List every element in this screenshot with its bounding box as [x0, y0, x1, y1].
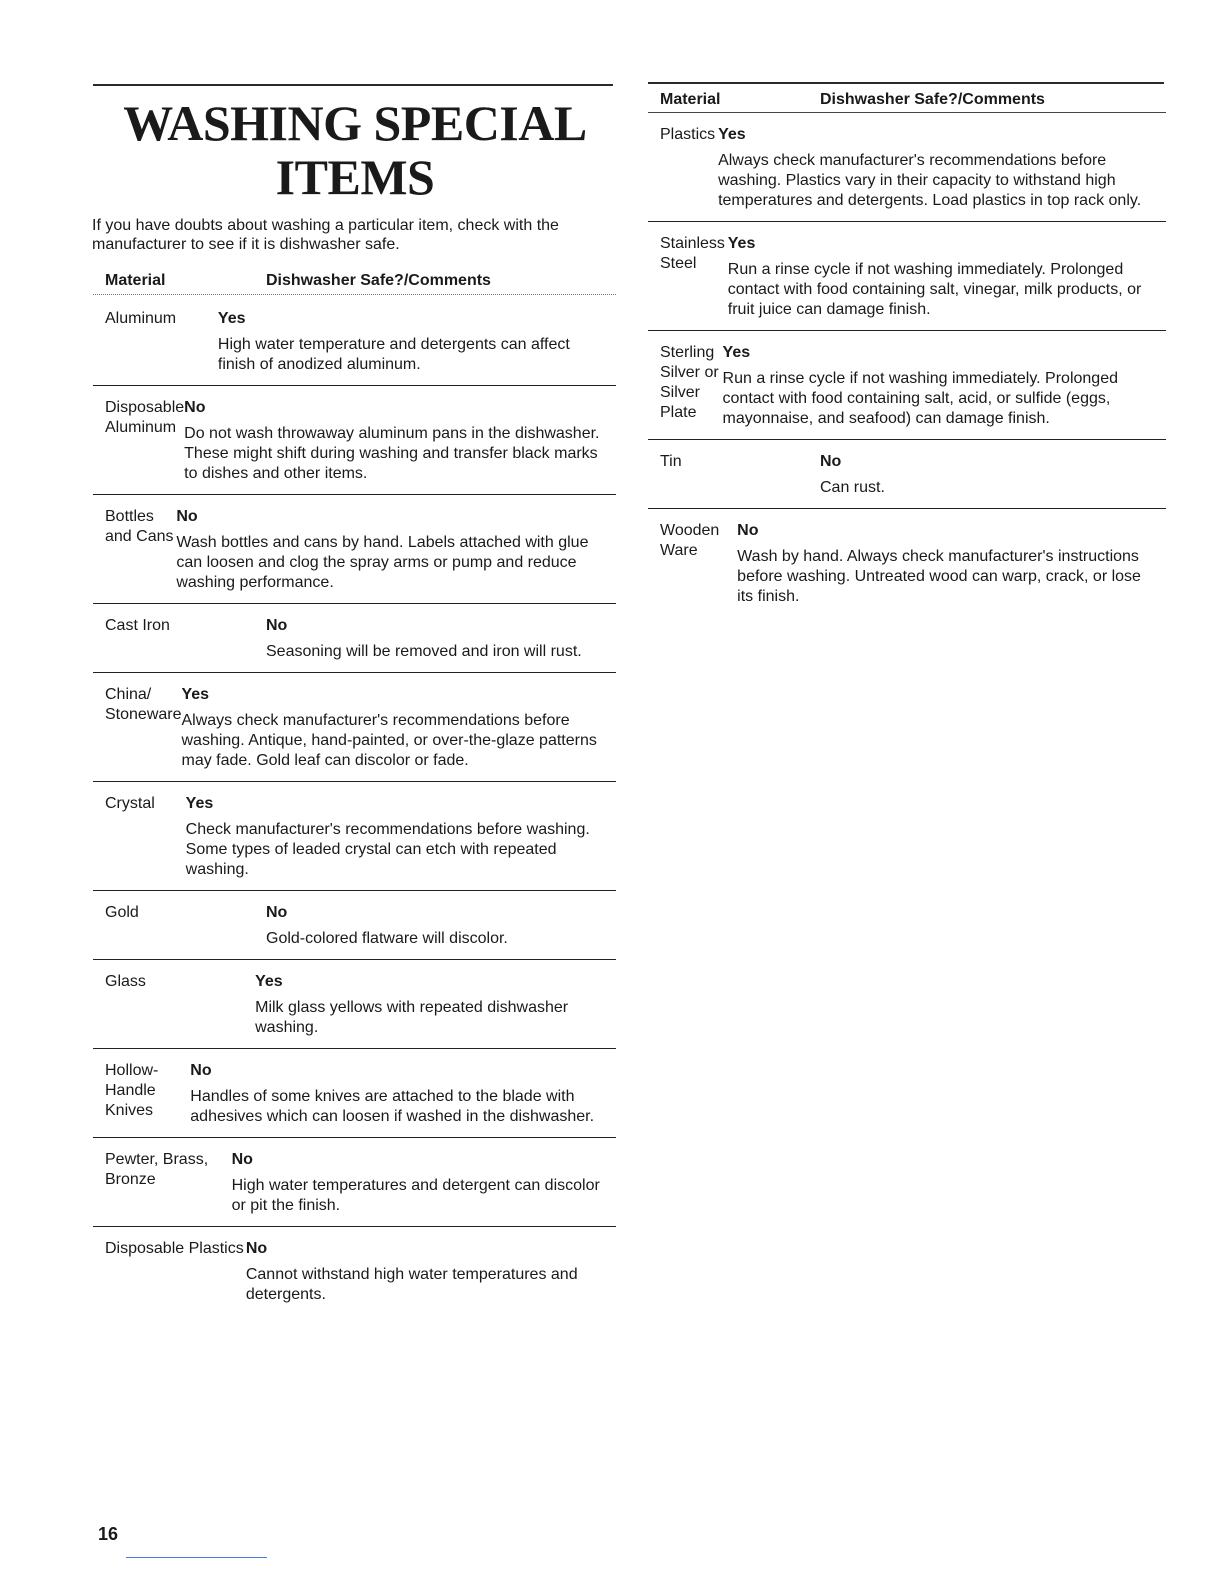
material-cell: Plastics [660, 126, 716, 143]
material-cell: Disposable Aluminum [105, 399, 185, 436]
comments-cell [737, 521, 1166, 607]
material-cell: Pewter, Brass, Bronze [105, 1151, 209, 1188]
comment-text: Wash bottles and cans by hand. Labels attached with glue can loosen and clog the spray arms or pump and reduce washing performance. [176, 534, 589, 591]
left-table-header [93, 268, 616, 295]
comment-text: Can rust. [820, 479, 885, 496]
material-cell: Glass [105, 973, 146, 990]
material-cell: Sterling Silver or Silver Plate [660, 344, 719, 421]
comments-cell [190, 1061, 616, 1127]
comment-text: Milk glass yellows with repeated dishwasher washing. [255, 999, 569, 1036]
material-cell: China/ Stoneware [105, 686, 182, 723]
table-row [93, 1146, 616, 1227]
comments-cell [718, 125, 1166, 211]
right-table [648, 88, 1166, 625]
material-cell: Wooden Ware [660, 522, 720, 559]
comment-text: Wash by hand. Always check manufacturer's instructions before washing. Untreated wood can warp, crack, or lose its finish. [737, 548, 1141, 605]
dishwasher-safe-value: No [266, 617, 288, 634]
dishwasher-safe-value: No [176, 508, 198, 525]
material-cell: Stainless Steel [660, 235, 725, 272]
comments-cell [723, 343, 1166, 429]
comments-cell [728, 234, 1166, 320]
dishwasher-safe-value: Yes [727, 235, 756, 252]
comment-text: High water temperature and detergents can affect finish of anodized aluminum. [217, 336, 570, 373]
left-table [93, 268, 616, 1323]
material-column-header: Material [105, 272, 166, 289]
dishwasher-safe-value: No [231, 1151, 253, 1168]
dishwasher-safe-value: Yes [255, 973, 283, 990]
table-row [93, 394, 616, 495]
dishwasher-safe-value: Yes [718, 126, 746, 143]
left-table-body [93, 305, 616, 1315]
material-column-header: Material [660, 91, 721, 108]
comment-text: Handles of some knives are attached to the blade with adhesives which can loosen if washed in the dishwasher. [190, 1088, 595, 1125]
material-cell: Hollow-Handle Knives [105, 1062, 159, 1119]
table-row [648, 230, 1166, 331]
comments-cell [184, 398, 616, 484]
right-table-header [648, 88, 1166, 113]
intro-paragraph: If you have doubts about washing a particular item, check with the manufacturer to see if it is dishwasher safe. [92, 217, 559, 253]
title-top-rule [93, 84, 613, 86]
table-row [93, 681, 616, 782]
table-row [93, 305, 616, 386]
comments-cell [820, 452, 1166, 498]
comment-text: Run a rinse cycle if not washing immediately. Prolonged contact with food containing salt, vinegar, milk products, or fruit juice can damage finish. [727, 261, 1142, 318]
material-cell: Aluminum [105, 310, 177, 327]
comments-cell [232, 1150, 616, 1216]
material-cell: Bottles and Cans [105, 508, 174, 545]
right-table-body [648, 121, 1166, 617]
comments-cell [176, 507, 616, 593]
comment-text: Check manufacturer's recommendations before washing. Some types of leaded crystal can etch with repeated washing. [185, 821, 590, 878]
table-row [648, 517, 1166, 617]
dishwasher-safe-value: Yes [185, 795, 214, 812]
table-row [93, 790, 616, 891]
material-cell: Cast Iron [105, 617, 170, 634]
comments-cell [181, 685, 616, 771]
comments-cell [266, 903, 616, 949]
dishwasher-safe-value: No [266, 904, 288, 921]
comment-text: Cannot withstand high water temperatures and detergents. [245, 1266, 578, 1303]
dishwasher-safe-value: No [820, 453, 842, 470]
dishwasher-safe-value: No [184, 399, 206, 416]
comments-cell [255, 972, 616, 1038]
material-cell: Tin [660, 453, 682, 470]
dishwasher-safe-value: No [737, 522, 759, 539]
comments-cell [218, 309, 616, 375]
dishwasher-safe-value: No [190, 1062, 212, 1079]
comments-column-header: Dishwasher Safe?/Comments [820, 91, 1045, 108]
material-cell: Gold [105, 904, 139, 921]
page-number: 16 [98, 1524, 119, 1544]
comments-cell [186, 794, 616, 880]
dishwasher-safe-value: No [245, 1240, 268, 1257]
table-row [93, 1057, 616, 1138]
table-row [93, 1235, 616, 1315]
comment-text: Do not wash throwaway aluminum pans in the dishwasher. These might shift during washing and transfer black marks to dishes and other items. [184, 425, 600, 482]
comment-text: Gold-colored flatware will discolor. [266, 930, 508, 947]
table-row [93, 968, 616, 1049]
table-row [648, 448, 1166, 509]
dishwasher-safe-value: Yes [217, 310, 246, 327]
material-cell: Crystal [105, 795, 155, 812]
page-title: WASHING SPECIAL ITEMS [123, 95, 587, 205]
comment-text: High water temperatures and detergent can discolor or pit the finish. [231, 1177, 600, 1214]
comments-cell [246, 1239, 616, 1305]
table-row [93, 612, 616, 673]
material-cell: Disposable Plastics [105, 1240, 244, 1257]
table-row [648, 339, 1166, 440]
comment-text: Seasoning will be removed and iron will rust. [266, 643, 582, 660]
comments-column-header: Dishwasher Safe?/Comments [266, 272, 491, 289]
comments-cell [266, 616, 616, 662]
comment-text: Run a rinse cycle if not washing immediately. Prolonged contact with food containing salt, acid, or sulfide (eggs, mayonnaise, and seafood) can damage finish. [722, 370, 1118, 427]
table-row [93, 899, 616, 960]
table-row [93, 503, 616, 604]
comment-text: Always check manufacturer's recommendations before washing. Plastics vary in their capacity to withstand high temperatures and detergents. Load plastics in top rack only. [718, 152, 1142, 209]
dishwasher-safe-value: Yes [181, 686, 210, 703]
footer-line [126, 1557, 267, 1558]
right-table-top-rule [648, 82, 1164, 84]
comment-text: Always check manufacturer's recommendations before washing. Antique, hand-painted, or over-the-glaze patterns may fade. Gold leaf can discolor or fade. [181, 712, 597, 769]
dishwasher-safe-value: Yes [722, 344, 751, 361]
table-row [648, 121, 1166, 222]
